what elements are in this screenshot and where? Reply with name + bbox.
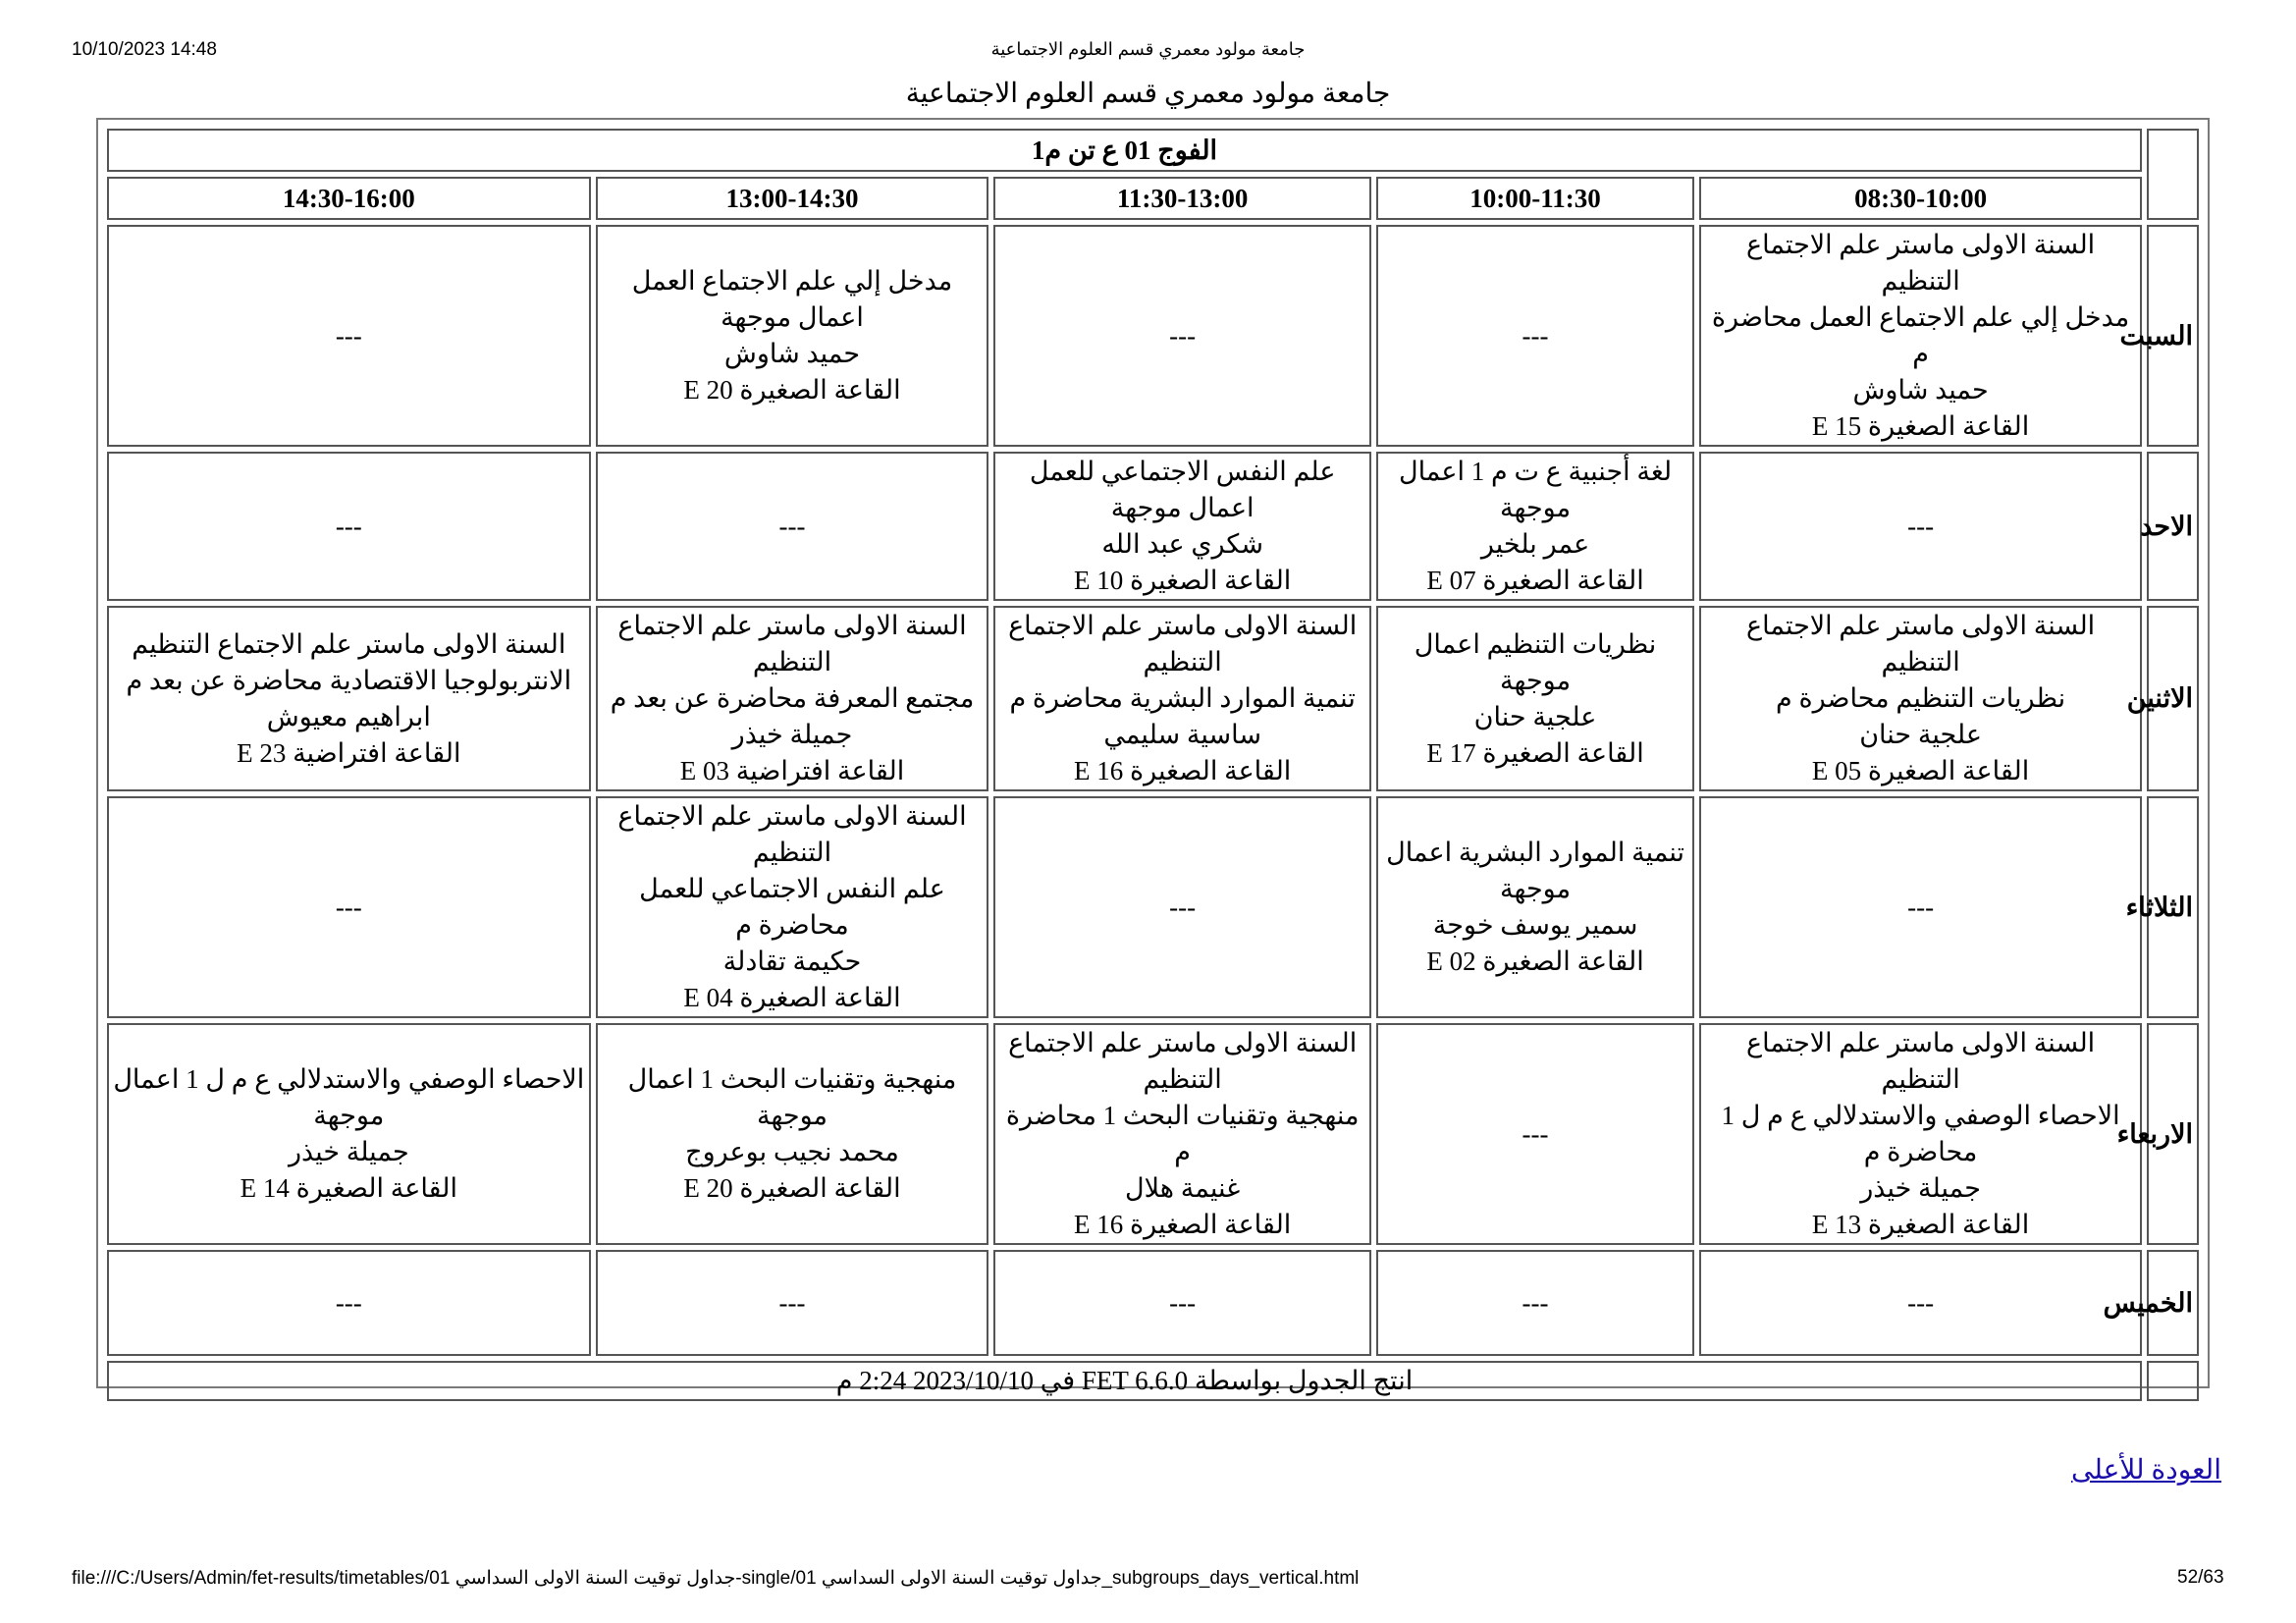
cell-line: حميد شاوش [1852,375,1989,405]
group-name: الفوج 01 ع تن م1 [107,129,2142,172]
cell-line: الاحصاء الوصفي والاستدلالي ع م ل 1 محاضرة م [1721,1101,2120,1166]
timetable-cell [1699,1023,2142,1245]
time-header-row [107,177,2199,220]
cell-line: جميلة خيذر [731,720,853,749]
cell-line: لغة أجنبية ع ت م 1 اعمال موجهة [1398,457,1673,522]
cell-line: غنيمة هلال [1125,1173,1241,1203]
empty-slot-marker: --- [335,511,362,541]
empty-slot-marker: --- [1169,1287,1197,1318]
empty-slot-marker: --- [1907,511,1935,541]
timetable-cell [107,796,591,1018]
empty-slot-marker: --- [778,1287,806,1318]
timetable-cell [107,1023,591,1245]
timetable-cell [596,452,989,601]
cell-line: القاعة افتراضية 23 E [237,737,461,768]
cell-line: الانتربولوجيا الاقتصادية محاضرة عن بعد م [126,665,572,695]
timetable-cell [993,1250,1370,1356]
cell-line: ساسية سليمي [1103,720,1261,749]
cell-line: القاعة افتراضية 03 E [679,756,905,785]
cell-line: القاعة الصغيرة 15 E [1811,411,2030,441]
day-row [107,452,2199,601]
cell-line: السنة الاولى ماستر علم الاجتماع التنظيم [617,611,967,676]
day-row [107,225,2199,447]
empty-slot-marker: --- [1907,892,1935,922]
cell-line: نظريات التنظيم محاضرة م [1776,683,2066,713]
cell-line: مدخل إلي علم الاجتماع العمل محاضرة م [1711,302,2130,368]
page-number: 52/63 [2177,1567,2224,1588]
cell-line: السنة الاولى ماستر علم الاجتماع التنظيم [1746,611,2096,676]
cell-line: علم النفس الاجتماعي للعمل اعمال موجهة [1029,457,1336,522]
timetable-cell [107,225,591,447]
cell-line: محمد نجيب بوعروج [685,1137,899,1166]
timetable-cell [596,796,989,1018]
cell-line: القاعة الصغيرة 20 E [683,375,901,405]
generated-by-note: انتج الجدول بواسطة FET 6.6.0 في 2023/10/10 2:24 م [107,1361,2142,1401]
timetable-cell [1376,606,1694,791]
day-label: الاثنين [2147,606,2199,791]
time-slot-header: 08:30-10:00 [1699,177,2142,220]
cell-line: منهجية وتقنيات البحث 1 محاضرة م [1005,1101,1360,1166]
cell-line: مدخل إلي علم الاجتماع العمل اعمال موجهة [631,266,953,332]
day-label: الاحد [2147,452,2199,601]
empty-slot-marker: --- [1522,1287,1549,1318]
timetable-cell [993,452,1370,601]
corner-cell [2147,129,2199,220]
time-slot-header: 14:30-16:00 [107,177,591,220]
empty-slot-marker: --- [1169,320,1197,351]
day-label: الاربعاء [2147,1023,2199,1245]
empty-slot-marker: --- [335,320,362,351]
timetable-cell [993,796,1370,1018]
cell-line: القاعة الصغيرة 17 E [1426,737,1644,768]
print-footer-path: file:///C:/Users/Admin/fet-results/timetables/01 جداول توقيت السنة الاولى السداسي-single/01 جداول توقيت السنة الاولى السداسي_subgroups_days_vertical.html [72,1568,1360,1589]
day-row [107,1023,2199,1245]
timetable-cell [107,452,591,601]
empty-slot-marker: --- [1522,320,1549,351]
back-to-top-link[interactable]: العودة للأعلى [2071,1455,2221,1486]
timetable-cell [993,225,1370,447]
cell-line: علجية حنان [1473,701,1597,731]
cell-line: سمير يوسف خوجة [1432,910,1638,940]
timetable-cell [1699,796,2142,1018]
cell-line: السنة الاولى ماستر علم الاجتماع التنظيم [1008,611,1358,676]
timetable-cell [993,1023,1370,1245]
timetable-cell [107,1250,591,1356]
timetable-cell [1376,1250,1694,1356]
cell-line: السنة الاولى ماستر علم الاجتماع التنظيم [1746,230,2096,296]
empty-slot-marker: --- [335,892,362,922]
timetable-frame [96,118,2210,1395]
timetable-cell [1699,606,2142,791]
cell-line: الاحصاء الوصفي والاستدلالي ع م ل 1 اعمال موجهة [113,1064,585,1130]
time-slot-header: 13:00-14:30 [596,177,989,220]
timetable-body [107,225,2199,1356]
day-row [107,796,2199,1018]
cell-line: حميد شاوش [723,339,861,368]
timetable-cell [993,606,1370,791]
timetable-cell [1376,796,1694,1018]
day-label: السبت [2147,225,2199,447]
timetable-cell [1699,225,2142,447]
day-label: الثلاثاء [2147,796,2199,1018]
cell-line: تنمية الموارد البشرية محاضرة م [1009,683,1356,713]
cell-line: السنة الاولى ماستر علم الاجتماع التنظيم [1746,1028,2096,1094]
cell-line: القاعة الصغيرة 16 E [1073,1210,1292,1239]
table-caption: جامعة مولود معمري قسم العلوم الاجتماعية [905,79,1391,109]
day-row [107,606,2199,791]
cell-line: جميلة خيذر [288,1137,409,1166]
timetable-cell [1376,1023,1694,1245]
cell-line: القاعة الصغيرة 07 E [1426,566,1644,595]
empty-slot-marker: --- [335,1287,362,1318]
time-slot-header: 10:00-11:30 [1376,177,1694,220]
cell-line: حكيمة تقادلة [722,947,862,976]
cell-line: عمر بلخير [1480,529,1590,559]
cell-line: القاعة الصغيرة 14 E [240,1173,457,1203]
empty-slot-marker: --- [1169,892,1197,922]
cell-line: علجية حنان [1859,720,1982,749]
timetable-cell [1699,452,2142,601]
cell-line: القاعة الصغيرة 02 E [1426,947,1644,976]
cell-line: مجتمع المعرفة محاضرة عن بعد م [610,683,975,713]
empty-slot-marker: --- [778,511,806,541]
cell-line: القاعة الصغيرة 05 E [1811,756,2030,785]
cell-line: جميلة خيذر [1860,1173,1981,1203]
timetable-cell [596,606,989,791]
cell-line: السنة الاولى ماستر علم الاجتماع التنظيم [132,628,566,659]
cell-line: القاعة الصغيرة 04 E [683,983,901,1012]
cell-line: نظريات التنظيم اعمال موجهة [1414,628,1657,695]
timetable-cell [596,1023,989,1245]
day-label: الخميس [2147,1250,2199,1356]
empty-slot-marker: --- [1907,1287,1935,1318]
cell-line: علم النفس الاجتماعي للعمل محاضرة م [639,874,945,940]
cell-line: تنمية الموارد البشرية اعمال موجهة [1386,838,1684,903]
cell-line: شكري عبد الله [1101,529,1263,559]
footer-corner-cell [2147,1361,2199,1401]
timetable-cell [1376,225,1694,447]
day-row [107,1250,2199,1356]
cell-line: منهجية وتقنيات البحث 1 اعمال موجهة [627,1064,957,1130]
cell-line: السنة الاولى ماستر علم الاجتماع التنظيم [1008,1028,1358,1094]
time-slot-header: 11:30-13:00 [993,177,1370,220]
timetable-cell [107,606,591,791]
cell-line: القاعة الصغيرة 10 E [1073,566,1292,595]
cell-line: ابراهيم معيوش [266,701,431,731]
print-header-title: جامعة مولود معمري قسم العلوم الاجتماعية [990,39,1306,59]
cell-line: القاعة الصغيرة 16 E [1073,756,1292,785]
timetable-cell [1376,452,1694,601]
timetable-cell [596,1250,989,1356]
cell-line: القاعة الصغيرة 20 E [683,1173,901,1203]
timetable-cell [1699,1250,2142,1356]
cell-line: السنة الاولى ماستر علم الاجتماع التنظيم [617,801,967,867]
timetable [102,124,2204,1406]
cell-line: القاعة الصغيرة 13 E [1811,1210,2030,1239]
print-datetime: 10/10/2023 14:48 [72,39,217,60]
timetable-cell [596,225,989,447]
empty-slot-marker: --- [1522,1118,1549,1149]
